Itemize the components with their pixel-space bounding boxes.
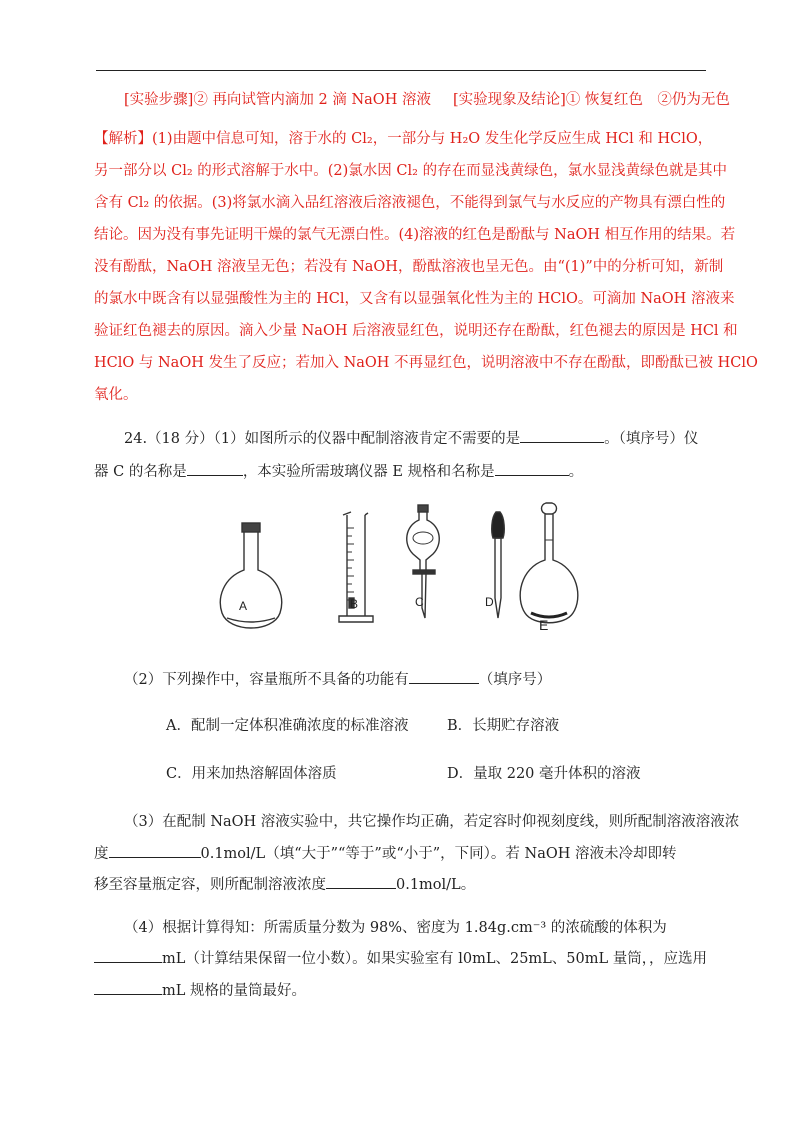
round-bottom-flask-a: [220, 523, 281, 628]
label-b: B: [350, 597, 359, 611]
analysis-line-4: 结论。因为没有事先证明干燥的氯气无漂白性。(4)溶液的红色是酚酞与 NaOH 相互作用的结果。若: [94, 227, 736, 243]
analysis-line-1: 【解析】(1)由题中信息可知，溶于水的 Cl₂，一部分与 H₂O 发生化学反应生成 HCl 和 HClO，: [94, 131, 713, 147]
answer-blank-4[interactable]: [409, 669, 479, 684]
answer-blank-3[interactable]: [495, 461, 569, 476]
answer-line: [124, 90, 730, 110]
q24-part-3-line-1: （3）在配制 NaOH 溶液实验中，共它操作均正确，若定容时仰视刻度线，则所配制溶液溶液浓: [124, 814, 740, 830]
label-d: D: [485, 595, 494, 609]
option-c: C．用来加热溶解固体溶质: [166, 766, 337, 782]
volumetric-flask-e: [520, 503, 578, 623]
apparatus-figure: [215, 498, 595, 633]
answer-blank-5[interactable]: [109, 843, 201, 858]
option-d: D．量取 220 毫升体积的溶液: [447, 766, 641, 782]
analysis-line-6: 的氯水中既含有以显强酸性为主的 HCl，又含有以显强氧化性为主的 HClO。可滴加 NaOH 溶液来: [94, 291, 735, 307]
option-a: A．配制一定体积准确浓度的标准溶液: [166, 718, 409, 734]
q24-part-2: （2）下列操作中，容量瓶所不具备的功能有 （填序号）: [124, 669, 551, 690]
q24-part-4-line-1: （4）根据计算得知：所需质量分数为 98%、密度为 1.84g.cm⁻³ 的浓硫酸的体积为: [124, 920, 667, 936]
analysis-line-9: 氧化。: [94, 387, 138, 403]
analysis-tag: 【解析】: [94, 131, 152, 147]
answer-blank-8[interactable]: [94, 980, 162, 995]
analysis-line-8: HClO 与 NaOH 发生了反应；若加入 NaOH 不再显红色，说明溶液中不存在酚酞，即酚酞已被 HClO: [94, 355, 758, 371]
answer-blank-2[interactable]: [187, 461, 243, 476]
label-a: A: [239, 599, 248, 613]
analysis-line-3: 含有 Cl₂ 的依据。(3)将氯水滴入品红溶液后溶液褪色，不能得到氯气与水反应的产物具有漂白性的: [94, 195, 726, 211]
analysis-line-7: 验证红色褪去的原因。滴入少量 NaOH 后溶液显红色，说明还存在酚酞，红色褪去的原因是 HCl 和: [94, 323, 738, 339]
q24-part-3-line-3: 移至容量瓶定容，则所配制溶液浓度 0.1mol/L。: [94, 874, 475, 895]
answer-result: [实验现象及结论]① 恢复红色 ②仍为无色: [452, 92, 730, 108]
header-rule: [96, 70, 706, 71]
q24-part-3-line-2: 度 0.1mol/L（填“大于”“等于”或“小于”，下同）。若 NaOH 溶液未冷却即转: [94, 843, 677, 864]
q24-part-4-line-3: mL 规格的量筒最好。: [94, 980, 306, 1001]
option-b: B．长期贮存溶液: [447, 718, 560, 734]
q24-part-4-line-2: mL（计算结果保留一位小数）。如果实验室有 l0mL、25mL、50mL 量筒，，应选用: [94, 948, 707, 969]
answer-steps: [实验步骤]② 再向试管内滴加 2 滴 NaOH 溶液: [124, 92, 431, 108]
q24-line-1: 24.（18 分）（1）如图所示的仪器中配制溶液肯定不需要的是 。（填序号）仪: [124, 428, 698, 449]
answer-blank-6[interactable]: [326, 874, 396, 889]
answer-blank-7[interactable]: [94, 948, 162, 963]
label-c: C: [415, 595, 424, 609]
analysis-line-5: 没有酚酞，NaOH 溶液呈无色；若没有 NaOH，酚酞溶液也呈无色。由“(1)”中的分析可知，新制: [94, 259, 724, 275]
label-e: E: [539, 617, 549, 633]
answer-blank-1[interactable]: [520, 428, 604, 443]
q24-line-2: 器 C 的名称是 ，本实验所需玻璃仪器 E 规格和名称是 。: [94, 461, 583, 482]
analysis-line-2: 另一部分以 Cl₂ 的形式溶解于水中。(2)氯水因 Cl₂ 的存在而显浅黄绿色，氯水显浅黄绿色就是其中: [94, 163, 728, 179]
